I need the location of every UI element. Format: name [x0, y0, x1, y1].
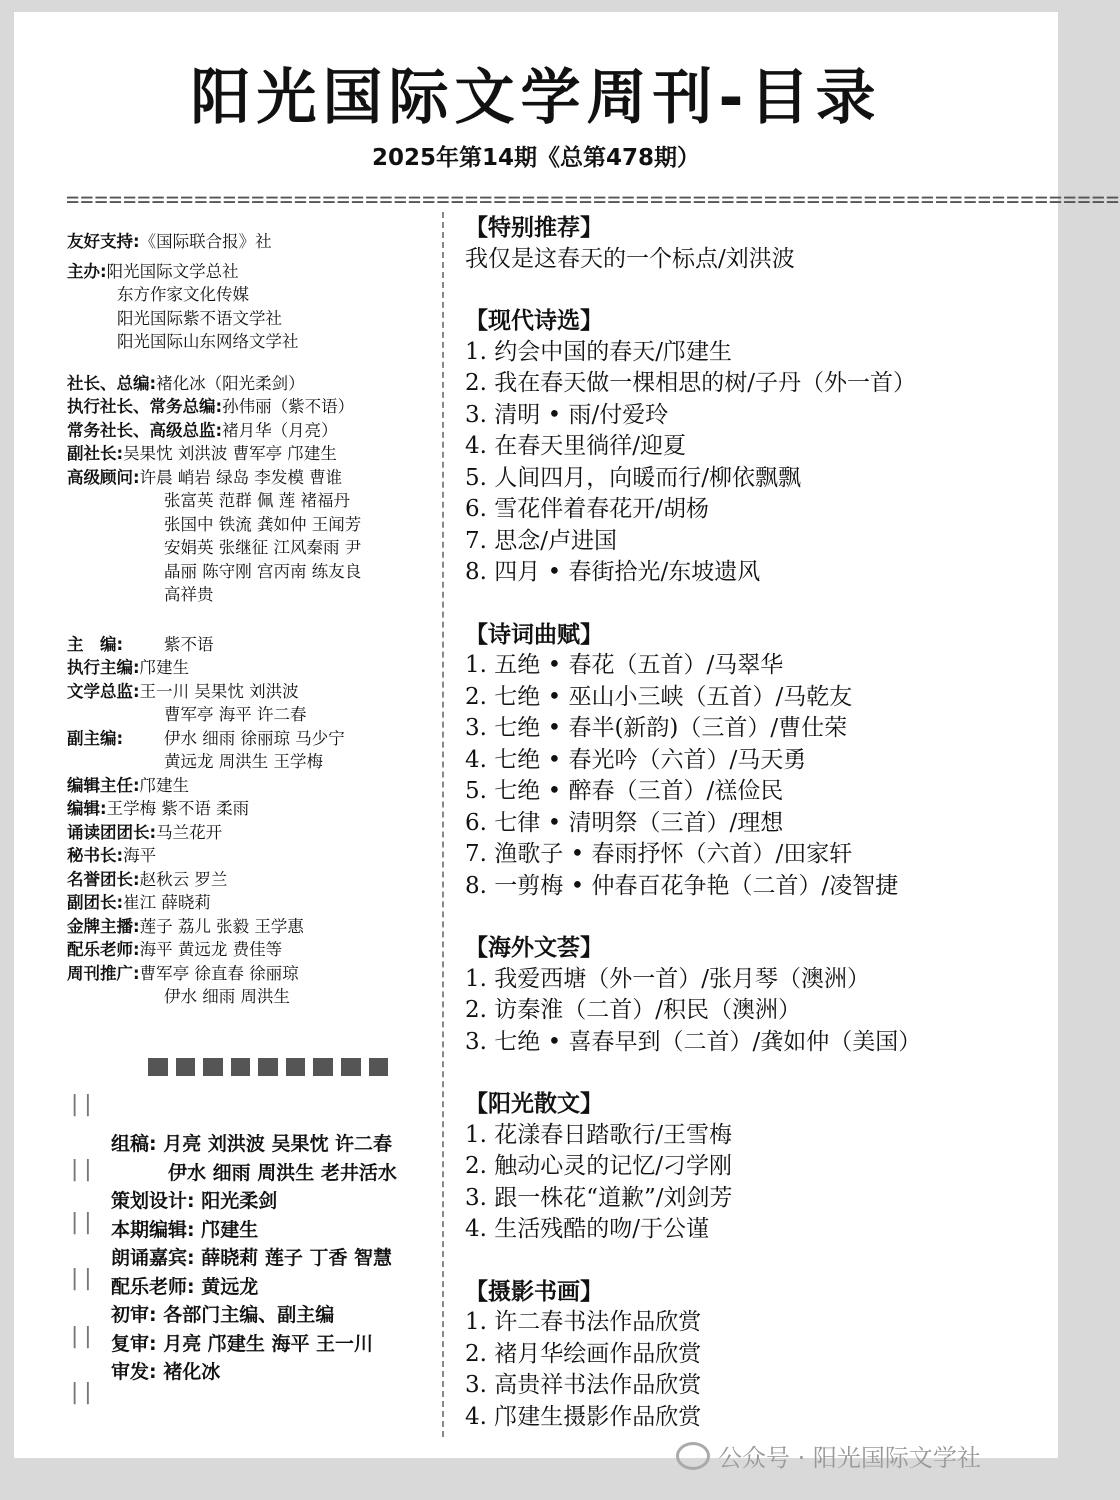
section-modern-poetry [465, 305, 1055, 589]
toc-item: 1. 我爱西塘（外一首）/张月琴（澳洲） [465, 965, 871, 992]
divider-square [176, 1058, 196, 1076]
divider-square [286, 1058, 306, 1076]
editor-value: 邝建生 [139, 658, 190, 677]
editor-row [67, 656, 439, 680]
editor-label: 金牌主播: [67, 916, 140, 936]
section-heading: 【现代诗选】 [465, 307, 603, 334]
section-special [465, 212, 1055, 275]
section-prose [465, 1088, 1055, 1246]
staff-value: 吴果忱 刘洪波 曹军亭 邝建生 [123, 444, 337, 463]
credits-block [111, 1130, 397, 1387]
toc-item: 6. 七律 • 清明祭（三首）/理想 [465, 809, 784, 836]
masthead-column [67, 230, 439, 1009]
editor-value: 伊水 细雨 周洪生 [164, 987, 290, 1006]
editor-value: 紫不语 [164, 634, 214, 654]
organizer-row [67, 260, 439, 284]
toc-item: 4. 七绝 • 春光吟（六首）/马天勇 [465, 746, 807, 773]
advisor-line: 晶丽 陈守刚 宫丙南 练友良 [164, 561, 362, 581]
credit-line: 组稿: 月亮 刘洪波 吴果忱 许二春 [111, 1133, 393, 1155]
section-heading: 【阳光散文】 [465, 1090, 603, 1117]
advisor-line: 张国中 铁流 龚如仲 王闻芳 [164, 514, 362, 534]
credit-line: 朗诵嘉宾: 薛晓莉 莲子 丁香 智慧 [111, 1247, 393, 1269]
editor-value: 邝建生 [139, 775, 190, 795]
editor-row [67, 797, 439, 821]
toc-item: 2. 我在春天做一棵相思的树/子丹（外一首） [465, 370, 917, 396]
staff-row [67, 442, 439, 466]
editor-value: 莲子 荔儿 张毅 王学惠 [139, 916, 304, 936]
divider-line: ========================================================================== [66, 188, 1120, 213]
issue-number: 2025年第14期《总第478期） [371, 145, 701, 171]
credit-line: 伊水 细雨 周洪生 老井活水 [111, 1161, 397, 1184]
editor-label: 副主编: [67, 728, 124, 748]
friendly-support-value: 《国际联合报》社 [139, 232, 272, 251]
editor-label: 秘书长: [67, 846, 124, 865]
margin-mark: || [68, 1092, 95, 1117]
editor-value: 王一川 吴果忱 刘洪波 [139, 681, 299, 701]
advisor-line: 安娟英 张继征 江风秦雨 尹 [164, 538, 362, 557]
staff-label: 社长、总编: [67, 373, 157, 393]
toc-item: 5. 七绝 • 醉春（三首）/禚俭民 [465, 778, 784, 804]
editor-value: 曹军亭 海平 许二春 [164, 705, 307, 724]
editor-label: 诵读团团长: [67, 822, 157, 842]
editor-value: 王学梅 紫不语 柔雨 [106, 799, 250, 818]
editor-value: 黄远龙 周洪生 王学梅 [164, 752, 323, 771]
contents-column [465, 212, 1055, 1433]
page-title: 阳光国际文学周刊-目录 [190, 63, 882, 133]
section-heading: 【摄影书画】 [465, 1277, 603, 1305]
editor-value: 曹军亭 徐直春 徐丽琼 [139, 963, 299, 983]
toc-item: 6. 雪花伴着春花开/胡杨 [465, 496, 710, 522]
editor-label: 副团长: [67, 893, 124, 912]
toc-item: 3. 清明 • 雨/付爱玲 [465, 401, 669, 428]
divider-square [313, 1058, 333, 1076]
staff-label: 执行社长、常务总编: [67, 397, 223, 416]
friendly-support-row [67, 230, 439, 254]
advisor-row [67, 466, 439, 490]
editor-value: 海平 黄远龙 费佳等 [139, 940, 283, 959]
section-overseas [465, 932, 1055, 1058]
staff-value: 褚化冰（阳光柔剑） [156, 373, 305, 393]
editor-value: 崔江 薛晓莉 [123, 893, 211, 912]
editor-label: 执行主编: [67, 658, 140, 677]
editor-label: 主 编: [67, 634, 124, 654]
editor-row [67, 938, 439, 962]
editor-row [67, 962, 439, 986]
editor-row [67, 844, 439, 868]
staff-label: 常务社长、高级总监: [67, 420, 223, 440]
watermark-text: 公众号 · 阳光国际文学社 [718, 1444, 981, 1472]
editor-row [67, 915, 439, 939]
editor-row [67, 680, 439, 704]
staff-row [67, 419, 439, 443]
editor-value: 赵秋云 罗兰 [139, 869, 228, 889]
divider-square [203, 1058, 223, 1076]
watermark [676, 1438, 981, 1473]
margin-mark: || [68, 1157, 95, 1182]
margin-mark: || [68, 1210, 95, 1235]
section-art [465, 1276, 1055, 1434]
friendly-support-label: 友好支持: [67, 232, 140, 251]
toc-item: 3. 七绝 • 春半(新韵)（三首）/曹仕荣 [465, 715, 848, 741]
editor-value: 伊水 细雨 徐丽琼 马少宁 [164, 728, 345, 748]
organizer-line: 东方作家文化传媒 [117, 285, 249, 304]
toc-item: 8. 一剪梅 • 仲春百花争艳（二首）/凌智捷 [465, 872, 899, 899]
credit-line: 配乐老师: 黄远龙 [111, 1275, 259, 1298]
organizer-line: 阳光国际紫不语文学社 [117, 308, 282, 328]
advisor-label: 高级顾问: [67, 467, 140, 487]
toc-item: 3. 七绝 • 喜春早到（二首）/龚如仲（美国） [465, 1028, 922, 1055]
editor-label: 配乐老师: [67, 940, 140, 959]
editor-row [67, 727, 439, 751]
editor-label: 名誉团长: [67, 869, 140, 889]
organizer-line: 阳光国际文学总社 [106, 261, 239, 281]
credit-line: 本期编辑: 邝建生 [111, 1218, 259, 1241]
editor-label: 文学总监: [67, 681, 140, 701]
advisor-line: 高祥贵 [164, 585, 214, 604]
divider-square [258, 1058, 278, 1076]
advisor-line: 张富英 范群 佩 莲 褚福丹 [164, 491, 350, 510]
toc-item: 1. 许二春书法作品欣赏 [465, 1309, 702, 1335]
staff-value: 褚月华（月亮） [222, 420, 338, 440]
toc-item: 1. 花漾春日踏歌行/王雪梅 [465, 1121, 733, 1148]
editor-row [67, 868, 439, 892]
editor-row [67, 891, 439, 915]
section-classical-poetry [465, 619, 1055, 903]
organizer-label: 主办: [67, 261, 107, 281]
section-heading: 【特别推荐】 [465, 214, 603, 241]
toc-item: 我仅是这春天的一个标点/刘洪波 [465, 245, 795, 272]
toc-item: 3. 高贵祥书法作品欣赏 [465, 1372, 702, 1398]
credit-line: 初审: 各部门主编、副主编 [111, 1304, 335, 1326]
credit-line: 策划设计: 阳光柔剑 [111, 1190, 278, 1212]
toc-item: 4. 生活残酷的吻/于公谨 [465, 1216, 710, 1242]
toc-item: 7. 渔歌子 • 春雨抒怀（六首）/田家轩 [465, 841, 853, 867]
toc-item: 2. 访秦淮（二首）/积民（澳洲） [465, 997, 802, 1023]
square-divider [148, 1058, 388, 1076]
staff-label: 副社长: [67, 444, 124, 463]
divider-square [231, 1058, 251, 1076]
editor-row [67, 774, 439, 798]
credit-line: 复审: 月亮 邝建生 海平 王一川 [111, 1332, 374, 1355]
divider-square [369, 1058, 389, 1076]
toc-item: 1. 约会中国的春天/邝建生 [465, 338, 733, 365]
margin-mark: || [68, 1380, 95, 1405]
toc-item: 2. 触动心灵的记忆/刁学刚 [465, 1153, 733, 1179]
staff-value: 孙伟丽（紫不语） [222, 397, 355, 416]
toc-item: 3. 跟一株花“道歉”/刘剑芳 [465, 1184, 733, 1211]
wechat-icon [676, 1442, 710, 1470]
margin-mark: || [68, 1324, 95, 1349]
toc-item: 4. 邝建生摄影作品欣赏 [465, 1403, 702, 1430]
section-heading: 【诗词曲赋】 [465, 620, 603, 648]
divider-square [341, 1058, 361, 1076]
toc-item: 2. 褚月华绘画作品欣赏 [465, 1340, 702, 1367]
section-heading: 【海外文荟】 [465, 934, 603, 961]
advisor-line: 许晨 峭岩 绿岛 李发模 曹谁 [139, 467, 343, 487]
toc-item: 2. 七绝 • 巫山小三峡（五首）/马乾友 [465, 683, 853, 710]
editor-row [67, 821, 439, 845]
toc-item: 8. 四月 • 春街拾光/东坡遗风 [465, 559, 761, 585]
toc-item: 7. 思念/卢进国 [465, 527, 618, 554]
staff-row [67, 372, 439, 396]
catalog-page [14, 12, 1120, 1472]
toc-item: 1. 五绝 • 春花（五首）/马翠华 [465, 652, 784, 678]
editor-value: 海平 [123, 846, 157, 865]
credit-line: 审发: 褚化冰 [111, 1361, 221, 1383]
margin-mark: || [68, 1266, 95, 1291]
toc-item: 4. 在春天里徜徉/迎夏 [465, 433, 687, 459]
editor-label: 编辑: [67, 799, 107, 818]
editor-label: 编辑主任: [67, 775, 140, 795]
staff-row [67, 395, 439, 419]
editor-row [67, 633, 439, 657]
divider-square [148, 1058, 168, 1076]
editor-label: 周刊推广: [67, 963, 140, 983]
toc-item: 5. 人间四月，向暖而行/柳依飘飘 [465, 464, 802, 491]
editor-value: 马兰花开 [156, 822, 223, 842]
organizer-line: 阳光国际山东网络文学社 [117, 332, 299, 351]
column-divider [442, 212, 444, 1437]
